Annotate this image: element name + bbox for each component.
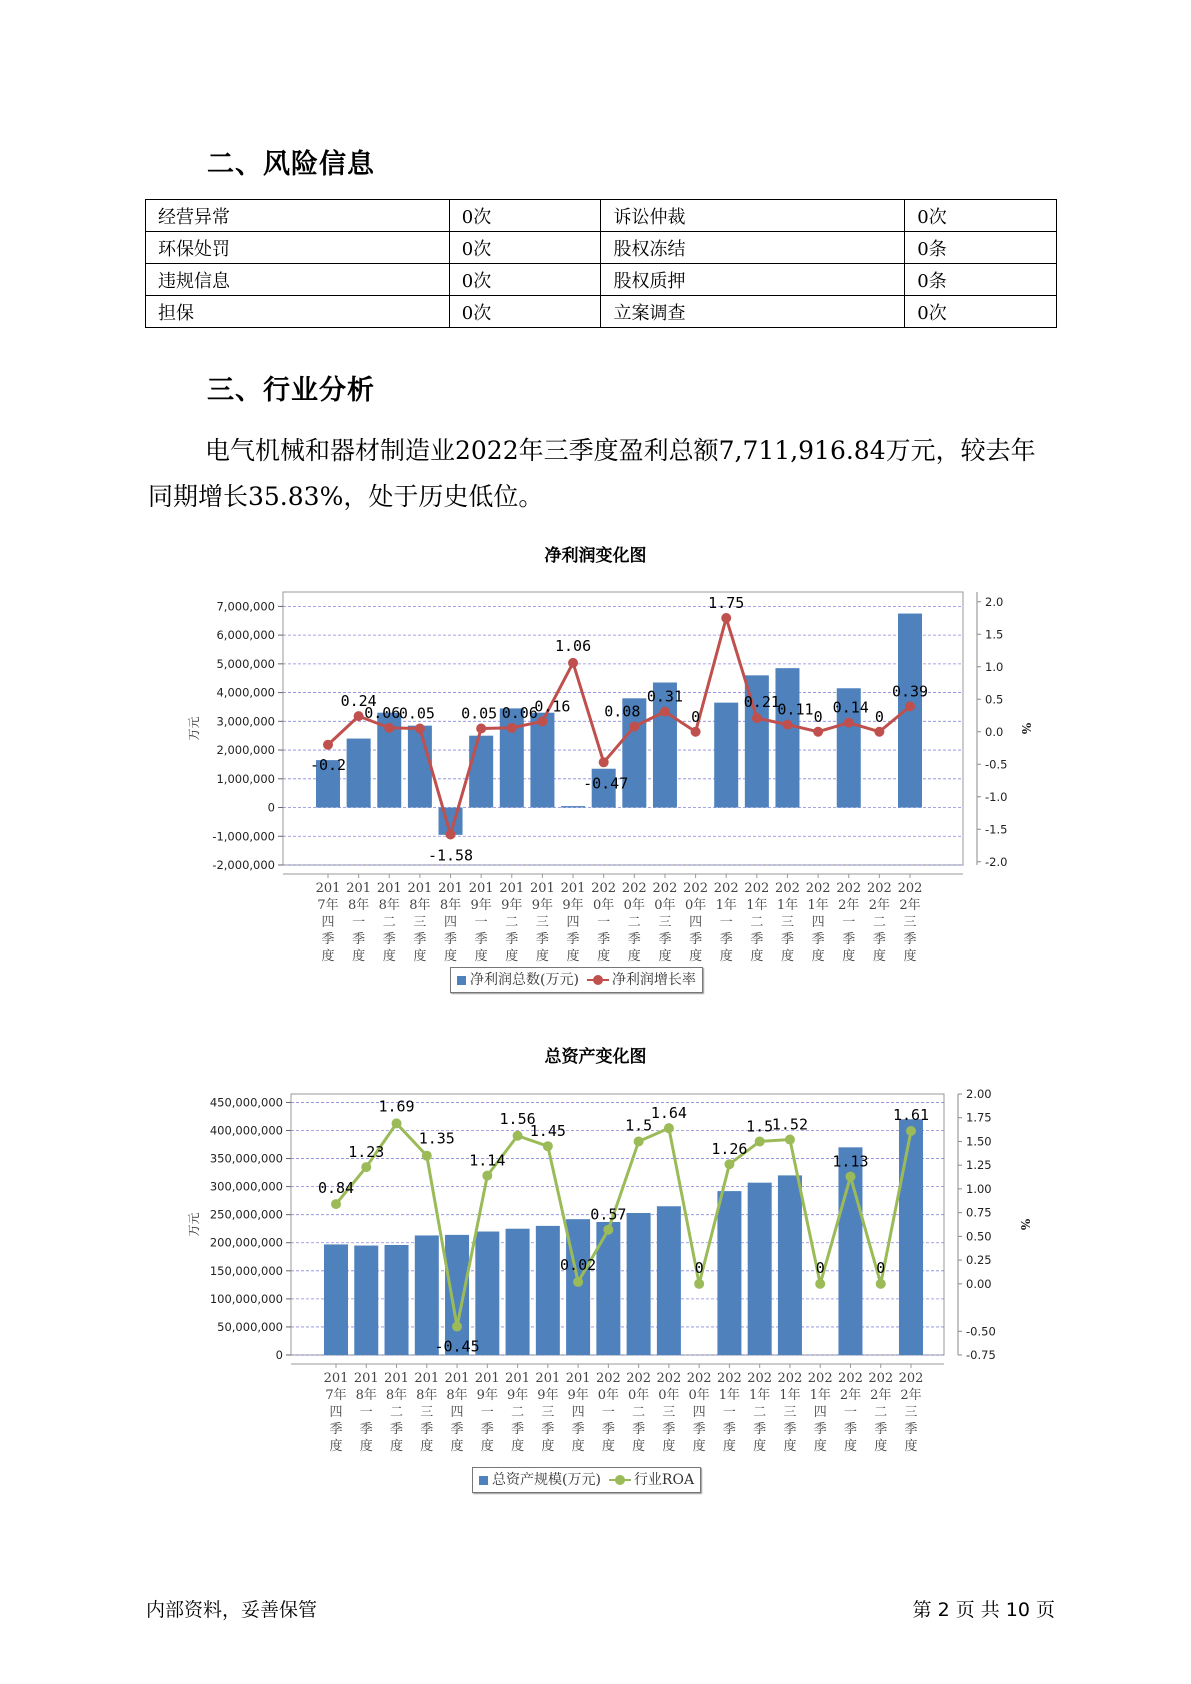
- legend-net-profit-total: 净利润总数(万元): [470, 972, 579, 988]
- footer-confidential-note: 内部资料，妥善保管: [146, 1599, 318, 1621]
- x-tick-label: 202 2年二季度: [868, 1371, 894, 1454]
- y2-tick-label: 2.0: [985, 594, 1004, 609]
- legend-total-assets: [472, 1467, 701, 1493]
- y2-tick-label: 0.0: [985, 724, 1004, 739]
- data-label: 0.84: [317, 1179, 355, 1198]
- bar: [775, 668, 799, 807]
- y2-axis-title: %: [1019, 722, 1033, 735]
- data-label: 1.26: [711, 1140, 748, 1159]
- risk-label: 环保处罚: [146, 232, 450, 264]
- x-tick-label: 201 8年二季度: [384, 1371, 409, 1454]
- data-label: 0.24: [340, 692, 377, 711]
- y2-tick-label: -0.5: [985, 757, 1008, 772]
- data-label: 1.13: [832, 1152, 869, 1171]
- line-point: [384, 723, 394, 733]
- risk-label: 立案调查: [601, 296, 905, 328]
- y-axis-title: 万元: [187, 1212, 201, 1237]
- x-tick-label: 202 1年四季度: [807, 1371, 833, 1454]
- bar: [657, 1206, 681, 1355]
- data-label: 0.05: [461, 704, 498, 723]
- line-point: [537, 716, 547, 726]
- risk-value: 0次: [449, 296, 601, 328]
- line-point: [452, 1322, 462, 1332]
- x-tick-label: 202 0年一季度: [591, 881, 617, 964]
- risk-label: 股权质押: [601, 264, 905, 296]
- data-label: 1.45: [529, 1122, 566, 1141]
- data-label: 0.14: [832, 698, 869, 717]
- bar: [717, 1191, 741, 1355]
- risk-value: 0次: [905, 296, 1057, 328]
- y-tick-label: 5,000,000: [216, 656, 275, 671]
- data-label: -0.45: [434, 1337, 480, 1356]
- y2-tick-label: 0.00: [966, 1276, 992, 1291]
- y-tick-label: 6,000,000: [216, 628, 275, 643]
- y2-tick-label: 1.00: [966, 1181, 992, 1196]
- line-point: [599, 757, 609, 767]
- x-tick-label: 202 0年三季度: [656, 1371, 682, 1454]
- y-tick-label: 200,000,000: [209, 1235, 283, 1250]
- legend-net-profit-growth: 净利润增长率: [611, 972, 696, 988]
- bar: [530, 713, 554, 808]
- x-tick-label: 202 0年二季度: [626, 1371, 652, 1454]
- y-tick-label: 450,000,000: [209, 1095, 283, 1110]
- x-tick-label: 202 1年四季度: [805, 881, 831, 964]
- y-tick-label: 3,000,000: [216, 714, 275, 729]
- table-row: [146, 232, 1057, 264]
- bar: [506, 1229, 530, 1355]
- bar: [347, 739, 371, 808]
- x-tick-label: 201 9年三季度: [535, 1371, 561, 1454]
- x-tick-label: 202 0年四季度: [683, 881, 708, 964]
- risk-value: 0次: [449, 264, 601, 296]
- data-label: 1.75: [708, 594, 745, 612]
- y-tick-label: 7,000,000: [216, 599, 275, 614]
- data-label: 1.5: [625, 1116, 653, 1135]
- data-label: 1.56: [499, 1109, 536, 1128]
- y2-tick-label: 1.0: [985, 659, 1004, 674]
- y-tick-label: 0: [267, 800, 275, 815]
- x-tick-label: 201 9年四季度: [560, 881, 586, 964]
- y2-tick-label: -0.50: [966, 1324, 996, 1339]
- footer-page-number: 第 2 页 共 10 页: [912, 1599, 1055, 1621]
- x-tick-label: 202 2年一季度: [838, 1371, 863, 1454]
- legend-net-profit: [450, 967, 703, 993]
- x-tick-label: 202 1年三季度: [777, 1371, 803, 1454]
- line-point: [392, 1118, 402, 1128]
- bar: [627, 1213, 651, 1355]
- line-point: [785, 1135, 795, 1145]
- line-point: [415, 724, 425, 734]
- x-tick-label: 201 8年三季度: [414, 1371, 440, 1454]
- y-tick-label: 350,000,000: [209, 1151, 283, 1166]
- risk-value: 0次: [449, 200, 601, 232]
- data-label: 1.64: [650, 1104, 687, 1123]
- risk-value: 0次: [449, 232, 601, 264]
- chart-title-net-profit: 净利润变化图: [544, 546, 647, 566]
- risk-info-table: [145, 199, 1057, 328]
- data-label: 0.39: [891, 682, 929, 701]
- risk-value: 0条: [905, 264, 1057, 296]
- x-tick-label: 201 9年二季度: [505, 1371, 530, 1454]
- data-label: 1.23: [348, 1143, 385, 1162]
- line-point: [513, 1131, 523, 1141]
- line-point: [755, 1136, 765, 1146]
- data-label: 1.69: [378, 1097, 415, 1116]
- line-point: [482, 1171, 492, 1181]
- data-label: 0.06: [364, 703, 401, 722]
- bar: [536, 1226, 560, 1355]
- line-point: [507, 723, 517, 733]
- y-tick-label: -2,000,000: [212, 858, 275, 872]
- x-tick-label: 202 0年二季度: [621, 881, 647, 964]
- y-tick-label: 100,000,000: [209, 1291, 283, 1306]
- y2-tick-label: 0.5: [985, 692, 1004, 707]
- line-point: [845, 1172, 855, 1182]
- legend-bar-swatch: [479, 1476, 488, 1485]
- y-tick-label: 400,000,000: [209, 1123, 283, 1138]
- line-point: [629, 722, 639, 732]
- x-tick-label: 201 9年一季度: [474, 1371, 500, 1454]
- x-tick-label: 202 0年四季度: [686, 1371, 712, 1454]
- data-label: -0.2: [309, 755, 347, 774]
- table-row: [146, 200, 1057, 232]
- y2-tick-label: -2.0: [985, 854, 1008, 869]
- y-tick-label: 300,000,000: [209, 1179, 283, 1194]
- data-label: -0.47: [583, 774, 629, 793]
- line-point: [634, 1136, 644, 1146]
- x-tick-label: 202 1年二季度: [747, 1371, 773, 1454]
- data-label: 0.21: [743, 693, 780, 712]
- data-label: 0.06: [501, 703, 538, 722]
- data-label: 0: [815, 1258, 825, 1277]
- line-point: [354, 711, 364, 721]
- line-point: [603, 1225, 613, 1235]
- line-point: [815, 1279, 825, 1289]
- line-point: [568, 658, 578, 668]
- x-tick-label: 201 7年四季度: [315, 881, 341, 964]
- table-row: [146, 264, 1057, 296]
- data-label: 1.35: [418, 1129, 455, 1148]
- y2-tick-label: 0.25: [966, 1253, 992, 1268]
- y2-tick-label: 2.00: [966, 1087, 992, 1101]
- risk-value: 0条: [905, 232, 1057, 264]
- y-tick-label: 250,000,000: [209, 1207, 283, 1222]
- x-tick-label: 202 2年二季度: [866, 881, 892, 964]
- risk-label: 违规信息: [146, 264, 450, 296]
- line-point: [752, 713, 762, 723]
- line-point: [874, 727, 884, 737]
- x-tick-label: 202 0年三季度: [652, 881, 678, 964]
- y-tick-label: 150,000,000: [209, 1263, 283, 1278]
- line-point: [476, 724, 486, 734]
- bar: [748, 1183, 772, 1355]
- line-point: [724, 1159, 734, 1169]
- bar: [714, 703, 738, 808]
- data-label: 0.05: [398, 704, 435, 723]
- x-tick-label: 202 1年三季度: [775, 881, 800, 964]
- section-heading-industry: 三、行业分析: [207, 375, 375, 406]
- data-label: -1.58: [427, 846, 474, 865]
- data-label: 0: [694, 1258, 704, 1277]
- data-label: 1.14: [469, 1151, 506, 1170]
- data-label: 1.5: [746, 1117, 774, 1136]
- data-label: 0.31: [646, 687, 684, 706]
- x-tick-label: 201 8年二季度: [376, 881, 402, 964]
- bar: [354, 1246, 378, 1355]
- y2-tick-label: 1.50: [966, 1134, 992, 1149]
- y2-tick-label: 1.75: [966, 1110, 992, 1125]
- x-tick-label: 201 7年四季度: [323, 1371, 349, 1454]
- bar: [469, 736, 493, 808]
- line-point: [813, 727, 823, 737]
- line-point: [422, 1151, 432, 1161]
- bar: [475, 1232, 499, 1355]
- y-tick-label: 0: [275, 1348, 283, 1362]
- x-tick-label: 202 1年二季度: [744, 881, 770, 964]
- x-tick-label: 201 8年三季度: [407, 881, 433, 964]
- line-point: [446, 829, 456, 839]
- legend-industry-roa: 行业ROA: [633, 1472, 695, 1488]
- bar: [385, 1245, 409, 1355]
- x-tick-label: 201 8年一季度: [346, 881, 372, 964]
- legend-total-assets-scale: 总资产规模(万元): [492, 1472, 601, 1488]
- y-axis-title: 万元: [187, 716, 201, 741]
- data-label: 0.08: [604, 702, 641, 721]
- table-row: [146, 296, 1057, 328]
- data-label: 0: [691, 707, 701, 726]
- data-label: 1.61: [892, 1106, 930, 1125]
- x-tick-label: 201 8年四季度: [444, 1371, 470, 1454]
- data-label: 0.16: [534, 697, 571, 716]
- x-tick-label: 201 9年四季度: [565, 1371, 591, 1454]
- y2-tick-label: 1.5: [985, 627, 1004, 642]
- y2-tick-label: -0.75: [966, 1348, 996, 1362]
- y2-tick-label: 0.75: [966, 1205, 992, 1220]
- net-profit-chart: [0, 570, 1191, 990]
- x-tick-label: 201 9年三季度: [530, 881, 555, 964]
- line-point: [361, 1162, 371, 1172]
- bar: [561, 806, 585, 807]
- line-point: [906, 1126, 916, 1136]
- data-label: 0.02: [560, 1255, 597, 1274]
- y-tick-label: 1,000,000: [216, 771, 275, 786]
- line-point: [905, 701, 915, 711]
- line-point: [694, 1279, 704, 1289]
- line-point: [844, 718, 854, 728]
- data-label: 1.52: [771, 1115, 809, 1134]
- data-label: 1.06: [554, 636, 592, 655]
- data-label: 0.11: [777, 700, 814, 719]
- y2-tick-label: -1.5: [985, 822, 1008, 837]
- legend-bar-swatch: [457, 976, 466, 985]
- industry-summary-text: 电气机械和器材制造业2022年三季度盈利总额7,711,916.84万元，较去年同期增长35.83%，处于历史低位。: [148, 436, 1036, 511]
- data-label: 0: [874, 707, 884, 726]
- line-point: [782, 720, 792, 730]
- data-label: 0.57: [590, 1205, 627, 1224]
- line-point: [331, 1199, 341, 1209]
- risk-value: 0次: [905, 200, 1057, 232]
- line-point: [573, 1277, 583, 1287]
- y2-axis-title: %: [1018, 1218, 1032, 1231]
- line-point: [721, 613, 731, 623]
- total-assets-chart: [0, 1070, 1191, 1490]
- risk-label: 诉讼仲裁: [601, 200, 905, 232]
- legend-line-swatch: [609, 1475, 631, 1485]
- risk-label: 股权冻结: [601, 232, 905, 264]
- x-tick-label: 201 8年一季度: [353, 1371, 379, 1454]
- x-tick-label: 201 9年一季度: [468, 881, 494, 964]
- bar: [899, 1119, 923, 1355]
- line-point: [664, 1123, 674, 1133]
- bar: [778, 1175, 802, 1355]
- x-tick-label: 202 1年一季度: [717, 1371, 742, 1454]
- line-point: [691, 727, 701, 737]
- x-tick-label: 201 9年二季度: [499, 881, 525, 964]
- x-tick-label: 202 0年一季度: [595, 1371, 621, 1454]
- data-label: 0: [876, 1258, 886, 1277]
- data-label: 0: [813, 707, 823, 726]
- x-tick-label: 201 8年四季度: [438, 881, 463, 964]
- y-tick-label: 4,000,000: [216, 685, 275, 700]
- line-point: [660, 707, 670, 717]
- y-tick-label: 50,000,000: [217, 1319, 283, 1334]
- line-point: [876, 1279, 886, 1289]
- y2-tick-label: -1.0: [985, 789, 1008, 804]
- x-tick-label: 202 2年三季度: [898, 1371, 924, 1454]
- bar: [324, 1244, 348, 1355]
- legend-line-swatch: [587, 975, 609, 985]
- x-tick-label: 202 2年三季度: [897, 881, 923, 964]
- line-point: [543, 1141, 553, 1151]
- x-tick-label: 202 2年一季度: [836, 881, 862, 964]
- y-tick-label: 2,000,000: [216, 743, 275, 758]
- risk-label: 担保: [146, 296, 450, 328]
- bar: [408, 726, 432, 808]
- industry-summary-paragraph: [148, 428, 1058, 520]
- chart-title-total-assets: 总资产变化图: [544, 1047, 647, 1067]
- section-heading-risk: 二、风险信息: [207, 149, 375, 180]
- risk-label: 经营异常: [146, 200, 450, 232]
- line-point: [323, 740, 333, 750]
- y2-tick-label: 1.25: [966, 1158, 992, 1173]
- x-tick-label: 202 1年一季度: [713, 881, 739, 964]
- y-tick-label: -1,000,000: [212, 829, 275, 844]
- y2-tick-label: 0.50: [966, 1229, 992, 1244]
